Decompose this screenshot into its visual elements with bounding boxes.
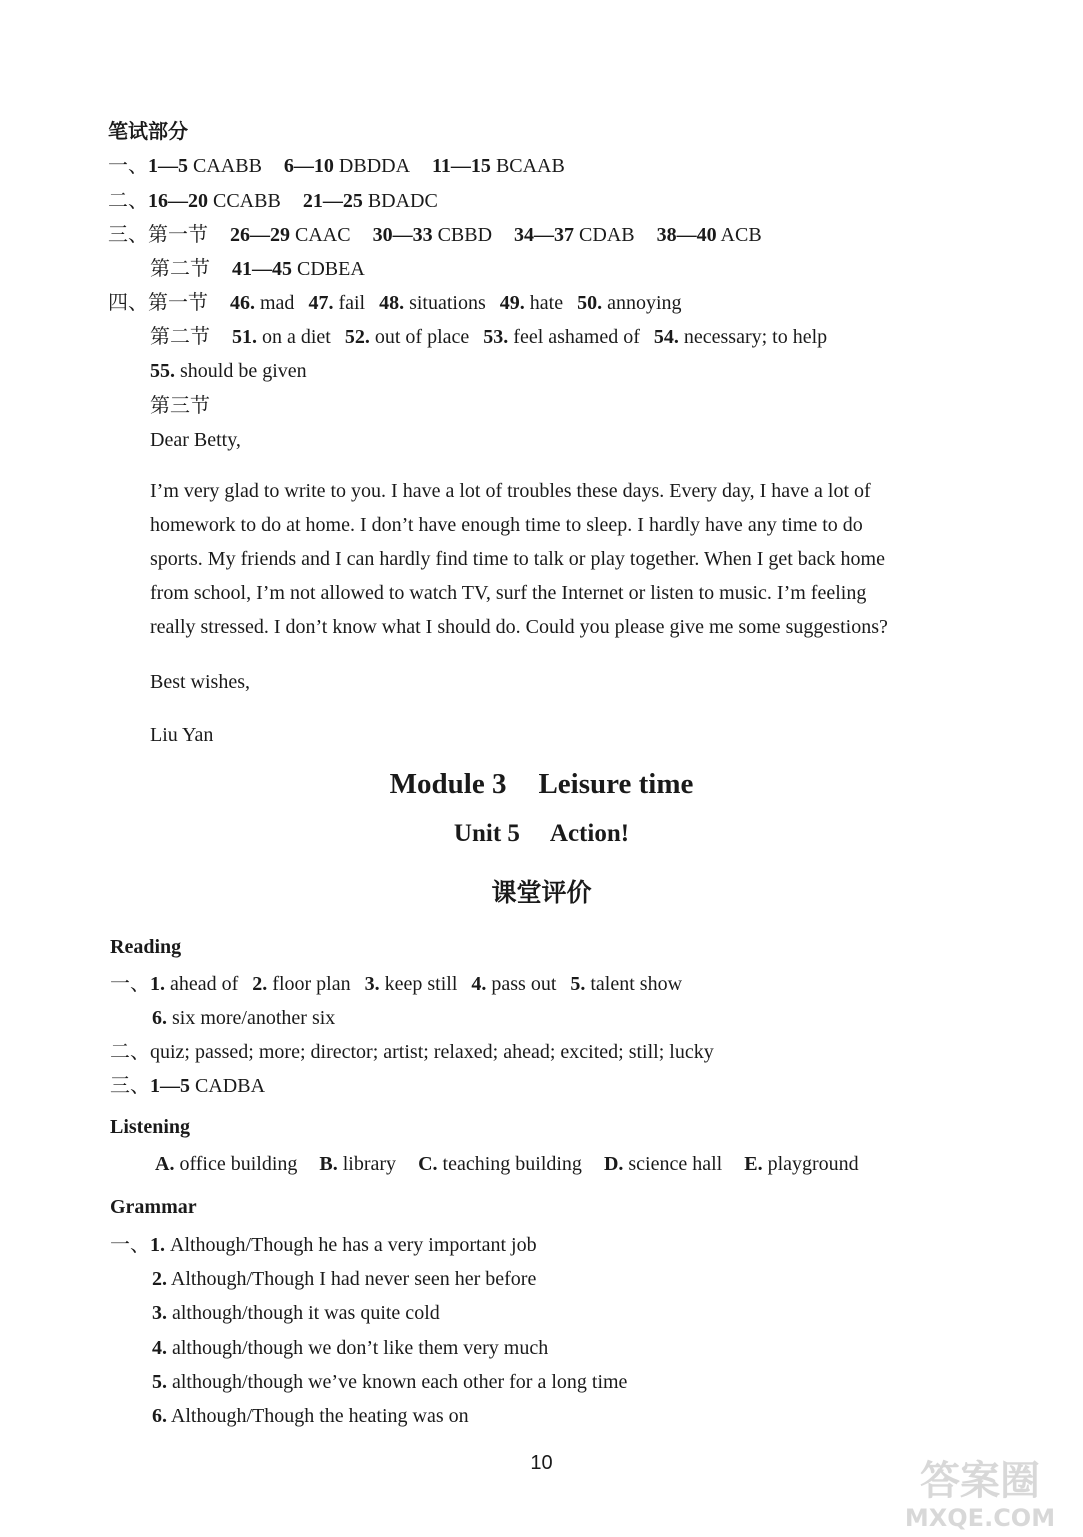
reading-q2: 二、quiz; passed; more; director; artist; relaxed; ahead; excited; still; lucky bbox=[110, 1041, 714, 1063]
unit-title: Unit 5 Action! bbox=[453, 820, 630, 847]
answer-line-s3-part2: 第二节 41—45 CDBEA bbox=[150, 258, 365, 280]
reading-heading: Reading bbox=[110, 936, 182, 958]
answer-line-s4-part2: 第二节 51. on a diet 52. out of place 53. feel ashamed of 54. necessary; to help bbox=[150, 326, 828, 348]
answer-line-s4-part1: 四、第一节 46. mad 47. fail 48. situations 49. hate 50. annoying bbox=[108, 292, 682, 314]
reading-q3: 三、1—5 CADBA bbox=[110, 1075, 266, 1097]
module-title: Module 3 Leisure time bbox=[389, 768, 694, 800]
letter-line: sports. My friends and I can hardly find time to talk or play together. When I get back home bbox=[150, 548, 885, 570]
grammar-item: 一、1. Although/Though he has a very important job bbox=[110, 1234, 537, 1256]
watermark-graphic bbox=[888, 1452, 1073, 1532]
letter-line: from school, I’m not allowed to watch TV, surf the Internet or listen to music. I’m feeling bbox=[150, 582, 867, 604]
watermark-logo bbox=[888, 1452, 1073, 1532]
letter-greeting: Dear Betty, bbox=[150, 429, 241, 451]
grammar-heading: Grammar bbox=[110, 1196, 197, 1218]
grammar-item: 5. although/though we’ve known each other for a long time bbox=[152, 1371, 628, 1393]
watermark-text: 答案圈 bbox=[920, 1458, 1040, 1504]
listening-heading: Listening bbox=[110, 1116, 191, 1138]
section-title: 课堂评价 bbox=[491, 878, 592, 907]
grammar-item: 2. Although/Though I had never seen her before bbox=[152, 1268, 537, 1290]
grammar-item: 4. although/though we don’t like them very much bbox=[152, 1337, 549, 1359]
letter-closing: Best wishes, bbox=[150, 671, 250, 693]
answer-line-s4-item55: 55. should be given bbox=[150, 360, 307, 382]
grammar-item: 6. Although/Though the heating was on bbox=[152, 1405, 469, 1427]
answer-line-s2: 二、16—20 CCABB 21—25 BDADC bbox=[108, 190, 438, 212]
answer-line-s3-part1: 三、第一节 26—29 CAAC 30—33 CBBD 34—37 CDAB 38—40 ACB bbox=[108, 224, 762, 246]
letter-line: really stressed. I don’t know what I should do. Could you please give me some suggestions? bbox=[150, 616, 888, 638]
watermark-url: MXQE.COM bbox=[904, 1504, 1056, 1532]
written-heading: 笔试部分 bbox=[108, 121, 188, 143]
letter-line: homework to do at home. I don’t have enough time to sleep. I hardly have any time to do bbox=[150, 514, 863, 536]
page-number: 10 bbox=[530, 1452, 553, 1474]
grammar-item: 3. although/though it was quite cold bbox=[152, 1302, 440, 1324]
answer-line-s4-part3: 第三节 bbox=[150, 395, 210, 417]
listening-answers: A. office building B. library C. teaching building D. science hall E. playground bbox=[155, 1153, 859, 1175]
reading-q1-line1: 一、1. ahead of 2. floor plan 3. keep still 4. pass out 5. talent show bbox=[110, 973, 683, 995]
letter-signature: Liu Yan bbox=[150, 724, 214, 746]
letter-line: I’m very glad to write to you. I have a lot of troubles these days. Every day, I have a lot of bbox=[150, 480, 871, 502]
answer-line-s1: 一、1—5 CAABB 6—10 DBDDA 11—15 BCAAB bbox=[108, 155, 565, 177]
reading-q1-line2: 6. six more/another six bbox=[152, 1007, 336, 1029]
